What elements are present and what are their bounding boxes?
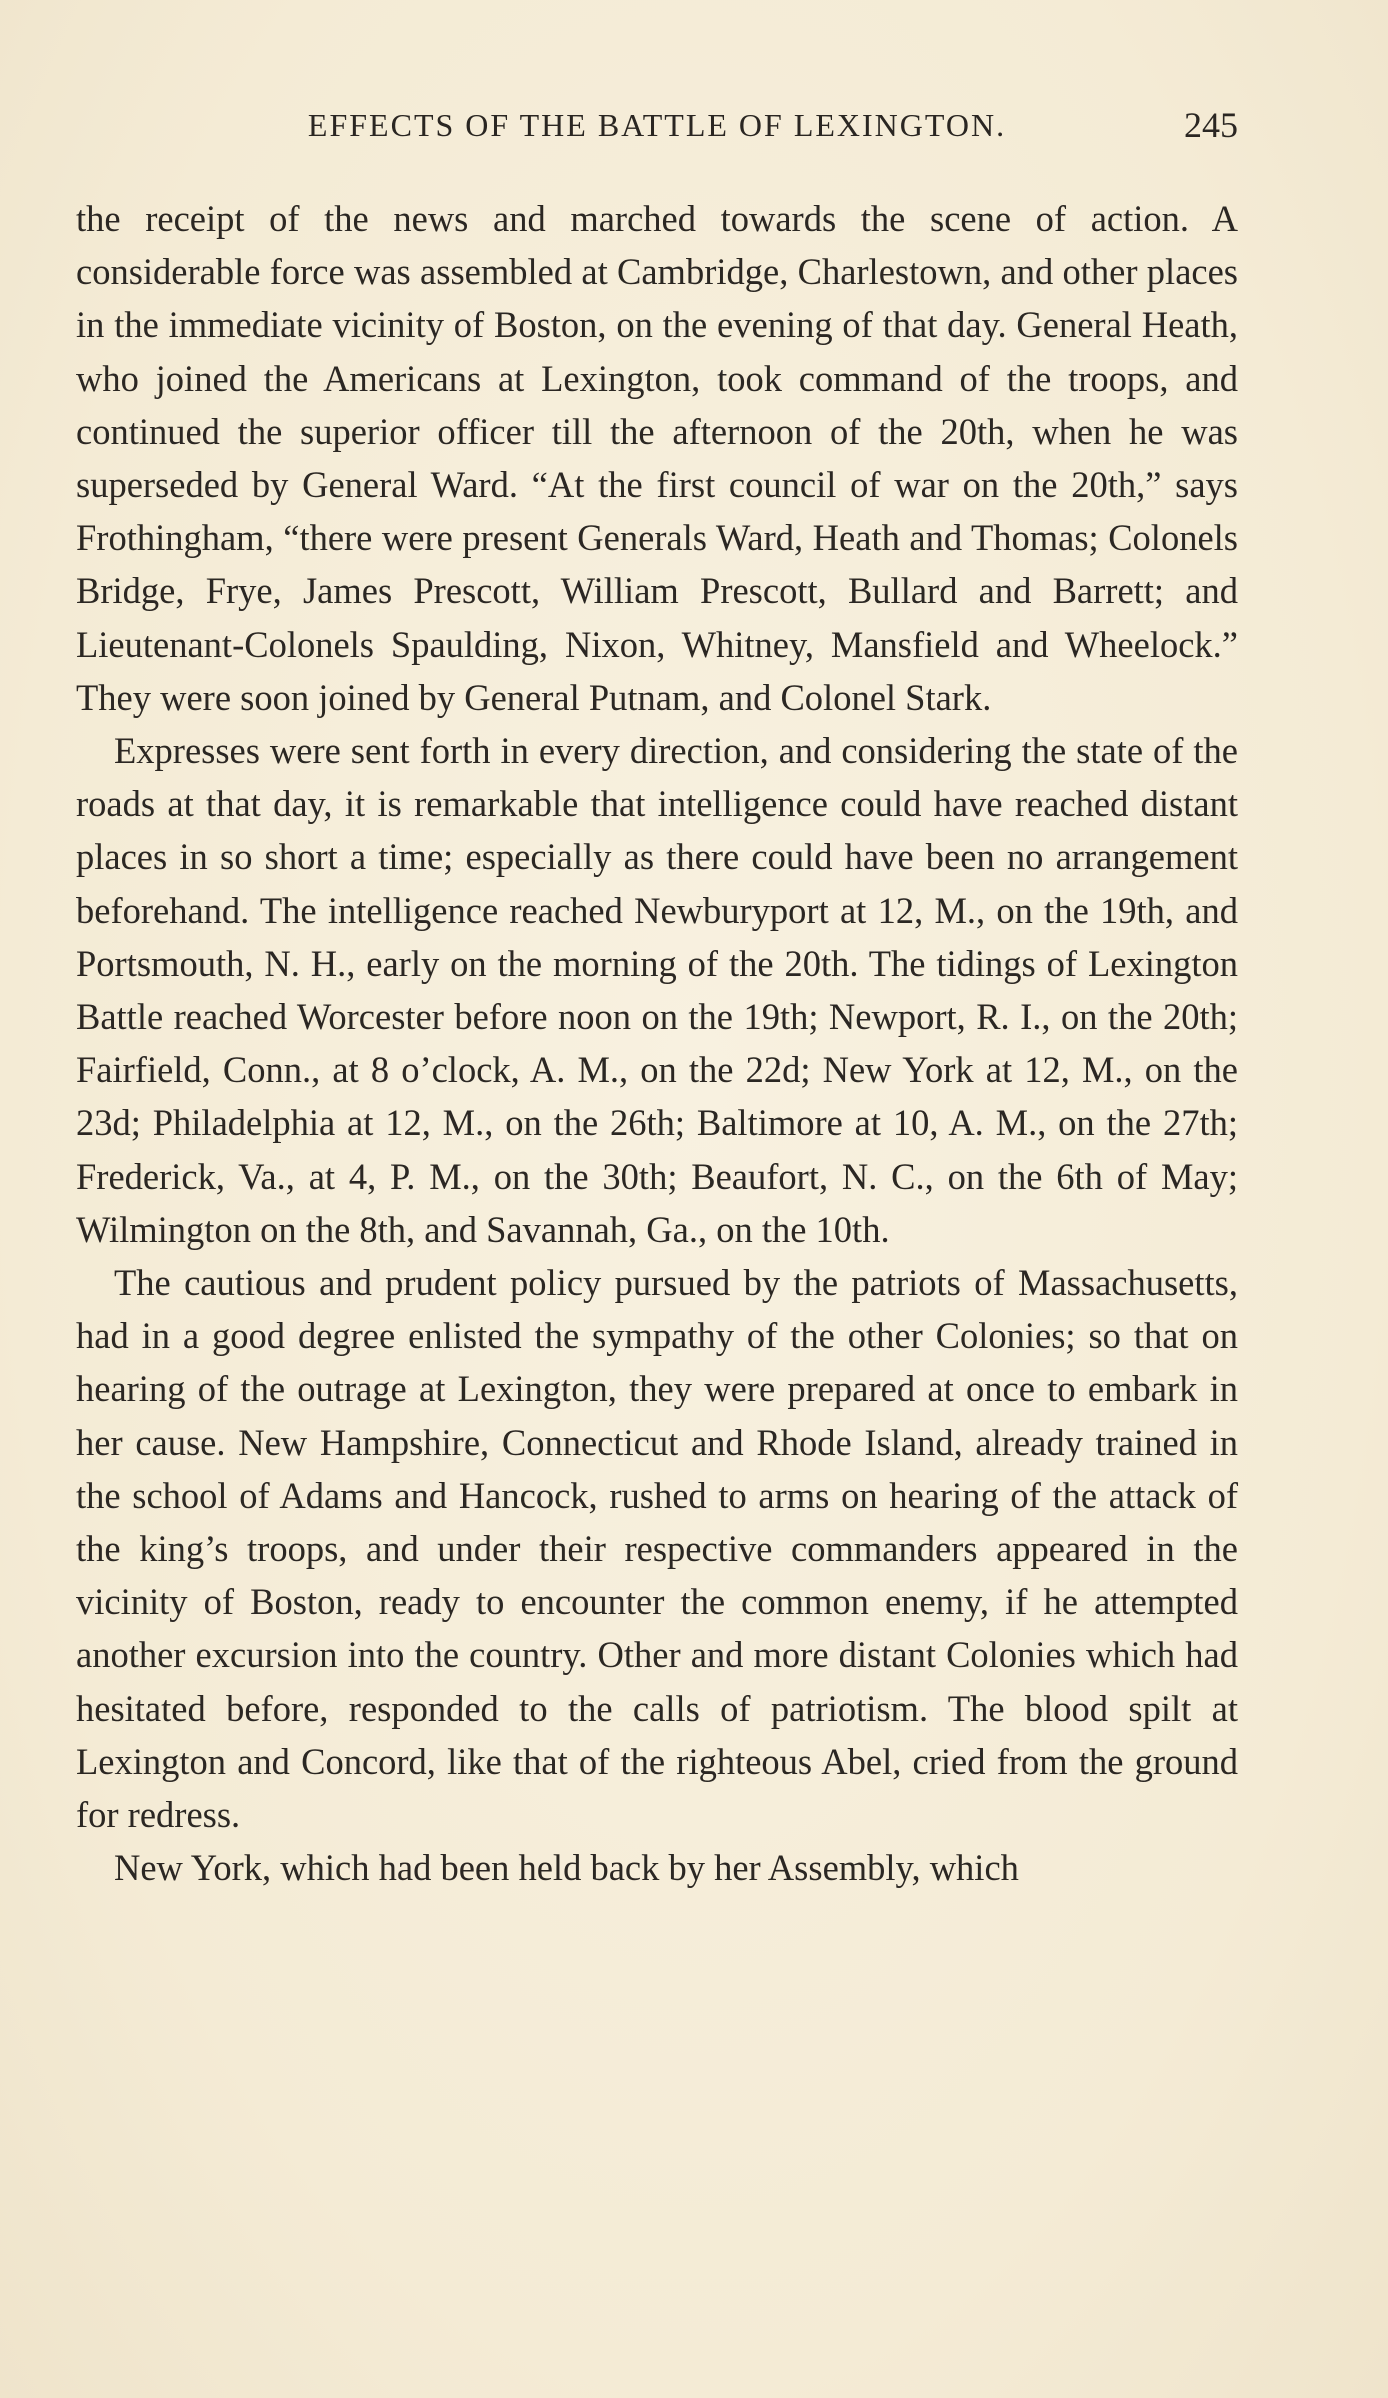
running-head xyxy=(76,100,1238,150)
body-text xyxy=(76,192,1238,1895)
running-title: EFFECTS OF THE BATTLE OF LEXINGTON. xyxy=(307,107,1007,143)
paragraph-cautious-policy: The cautious and prudent policy pursued by the patriots of Massachusetts, had in a good degree enlisted the sympathy of the other Colonies; so that on hearing of the outrage at Lexington, they were prepared at once to embark in her cause. New Hampshire, Connecticut and Rhode Island, already trained in the school of Adams and Hancock, rushed to arms on hearing of the attack of the king’s troops, and under their respective commanders appeared in the vicinity of Boston, ready to encounter the common enemy, if he attempted another excursion into the country. Other and more distant Colonies which had hesitated before, responded to the calls of patriotism. The blood spilt at Lexington and Concord, like that of the righteous Abel, cried from the ground for redress. xyxy=(76,1262,1238,1836)
page-number: 245 xyxy=(1184,105,1238,145)
paragraph-continuation: the receipt of the news and marched towards the scene of action. A considerable force was assembled at Cambridge, Charlestown, and other places in the immediate vicinity of Boston, on the evening of that day. General Heath, who joined the Americans at Lexington, took command of the troops, and continued the superior officer till the afternoon of the 20th, when he was superseded by General Ward. “At the first council of war on the 20th,” says Frothingham, “there were present Generals Ward, Heath and Thomas; Colonels Bridge, Frye, James Prescott, William Prescott, Bullard and Barrett; and Lieutenant-Colonels Spaulding, Nixon, Whitney, Mansfield and Wheelock.” They were soon joined by General Putnam, and Colonel Stark. xyxy=(76,198,1238,718)
paragraph-expresses: Expresses were sent forth in every direction, and considering the state of the roads at that day, it is remarkable that intelligence could have reached distant places in so short a time; especially as there could have been no arrangement beforehand. The intelligence reached Newburyport at 12, M., on the 19th, and Portsmouth, N. H., early on the morning of the 20th. The tidings of Lexington Battle reached Worcester before noon on the 19th; Newport, R. I., on the 20th; Fairfield, Conn., at 8 o’clock, A. M., on the 22d; New York at 12, M., on the 23d; Philadelphia at 12, M., on the 26th; Baltimore at 10, A. M., on the 27th; Frederick, Va., at 4, P. M., on the 30th; Beaufort, N. C., on the 6th of May; Wilmington on the 8th, and Savannah, Ga., on the 10th. xyxy=(76,730,1238,1250)
paragraph-new-york: New York, which had been held back by her Assembly, which xyxy=(114,1847,1019,1889)
